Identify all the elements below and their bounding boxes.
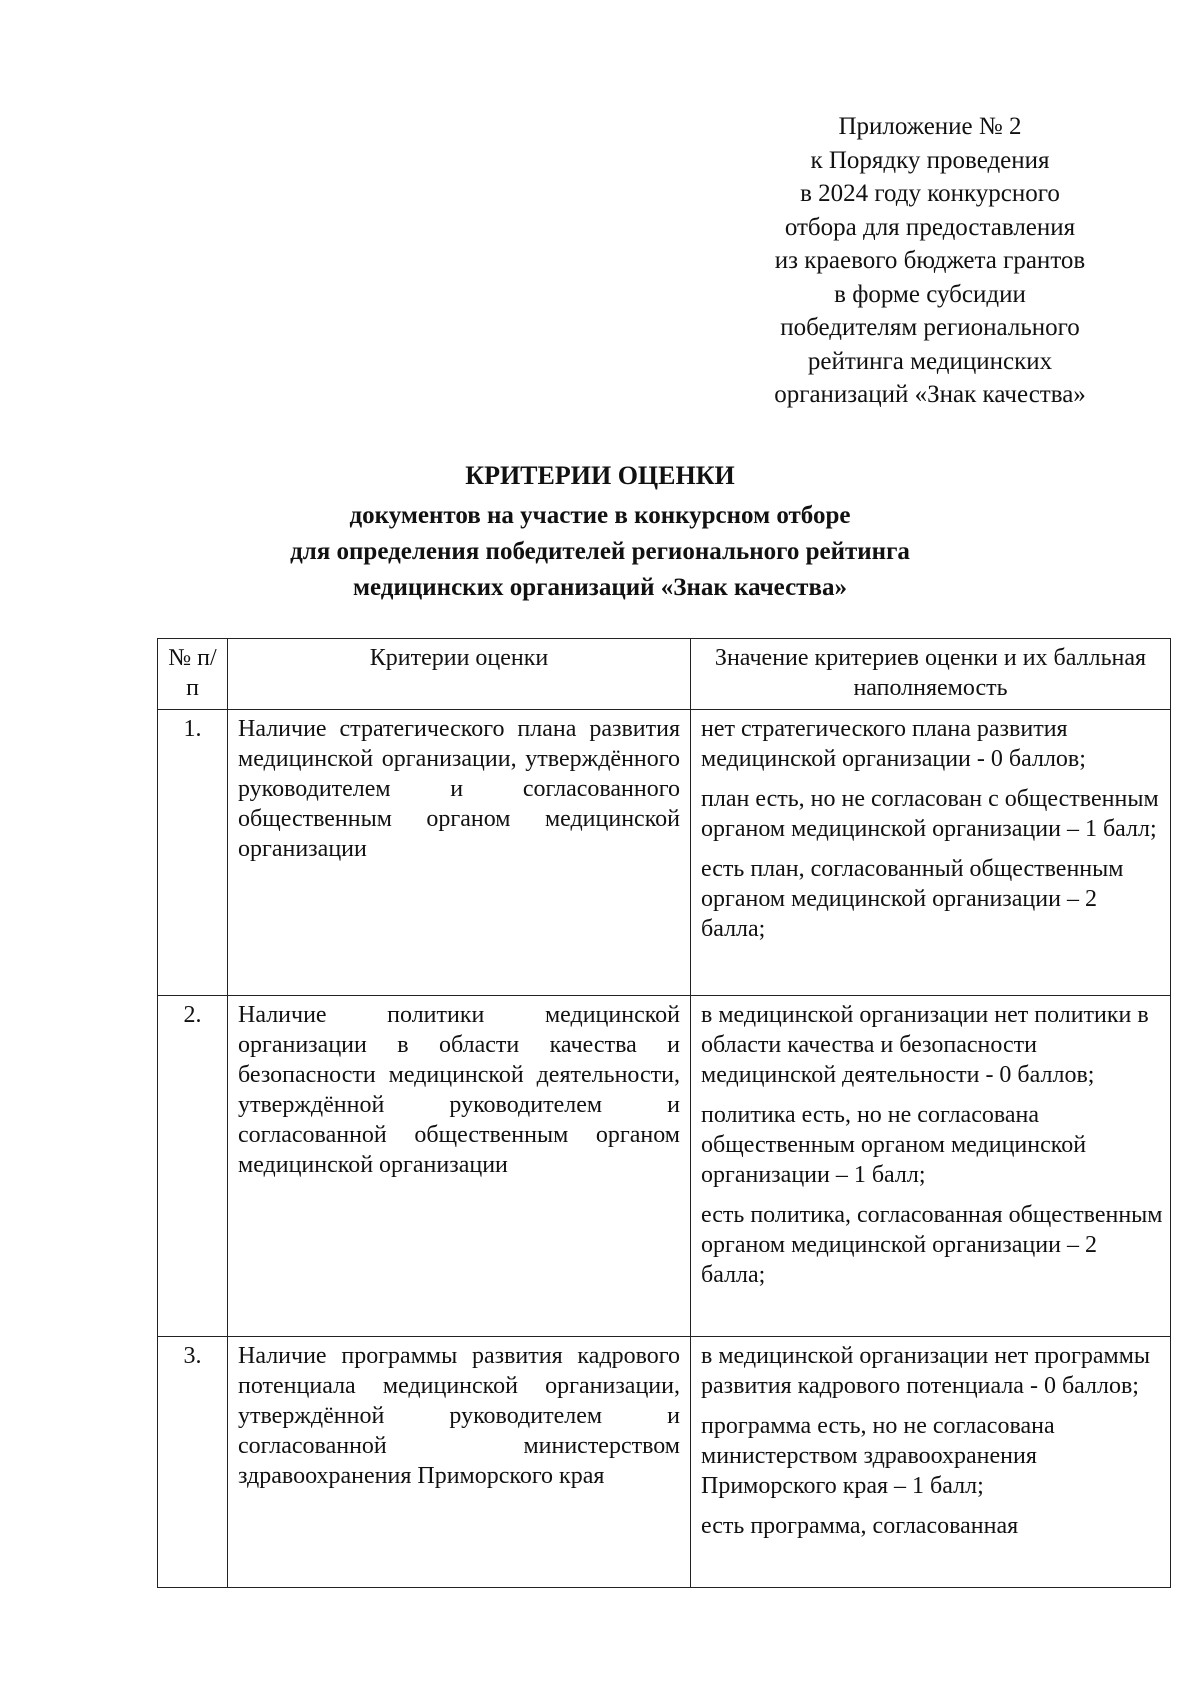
appendix-line: организаций «Знак качества» bbox=[774, 381, 1086, 408]
criteria-values bbox=[691, 710, 1171, 996]
criteria-text: Наличие программы развития кадрового потенциала медицинской организации, утверждённой руководителем и согласованной министерством здравоохранения Приморского края bbox=[228, 1337, 691, 1588]
appendix-line: к Порядку проведения bbox=[810, 146, 1050, 174]
value-option: нет стратегического плана развития медицинской организации - 0 баллов; bbox=[701, 716, 1086, 772]
value-option: есть план, согласованный общественным органом медицинской организации – 2 балла; bbox=[701, 856, 1124, 942]
appendix-line: в 2024 году конкурсного bbox=[800, 180, 1060, 207]
table-row bbox=[158, 710, 1171, 996]
table-row bbox=[158, 996, 1171, 1337]
header-criteria: Критерии оценки bbox=[228, 639, 691, 710]
value-option: план есть, но не согласован с общественным органом медицинской организации – 1 балл; bbox=[701, 786, 1159, 842]
appendix-line: Приложение № 2 bbox=[838, 113, 1022, 140]
row-number: 1. bbox=[158, 710, 228, 996]
document-title bbox=[200, 458, 1000, 606]
title-main: КРИТЕРИИ ОЦЕНКИ bbox=[465, 461, 735, 490]
row-number: 2. bbox=[158, 996, 228, 1337]
value-option: есть программа, согласованная bbox=[701, 1513, 1019, 1539]
value-option: в медицинской организации нет политики в области качества и безопасности медицинской деятельности - 0 баллов; bbox=[701, 1002, 1149, 1088]
appendix-line: из краевого бюджета грантов bbox=[774, 247, 1086, 274]
table-header-row bbox=[158, 639, 1171, 710]
title-sub-line: медицинских организаций «Знак качества» bbox=[353, 574, 847, 601]
table-row bbox=[158, 1337, 1171, 1588]
appendix-line: в форме субсидии bbox=[834, 280, 1026, 308]
title-sub-line: документов на участие в конкурсном отборе bbox=[349, 502, 851, 529]
criteria-text: Наличие политики медицинской организации в области качества и безопасности медицинской деятельности, утверждённой руководителем и согласованной общественным органом медицинской организации bbox=[228, 996, 691, 1337]
appendix-line: отбора для предоставления bbox=[784, 213, 1076, 241]
row-number: 3. bbox=[158, 1337, 228, 1588]
value-option: в медицинской организации нет программы развития кадрового потенциала - 0 баллов; bbox=[701, 1343, 1151, 1399]
appendix-heading bbox=[730, 110, 1130, 412]
appendix-line: рейтинга медицинских bbox=[807, 347, 1053, 375]
criteria-table bbox=[157, 638, 1171, 1588]
criteria-values bbox=[691, 1337, 1171, 1588]
appendix-line: победителям регионального bbox=[780, 314, 1080, 341]
criteria-values bbox=[691, 996, 1171, 1337]
value-option: политика есть, но не согласована общественным органом медицинской организации – 1 балл; bbox=[701, 1102, 1087, 1188]
header-num: № п/п bbox=[158, 639, 228, 710]
criteria-text: Наличие стратегического плана развития медицинской организации, утверждённого руководителем и согласованного общественным органом медицинской организации bbox=[228, 710, 691, 996]
value-option: есть политика, согласованная общественным органом медицинской организации – 2 балла; bbox=[701, 1202, 1163, 1288]
title-sub-line: для определения победителей регионального рейтинга bbox=[290, 538, 910, 565]
value-option: программа есть, но не согласована министерством здравоохранения Приморского края – 1 балл; bbox=[701, 1413, 1055, 1499]
header-values: Значение критериев оценки и их балльная наполняемость bbox=[691, 639, 1171, 710]
